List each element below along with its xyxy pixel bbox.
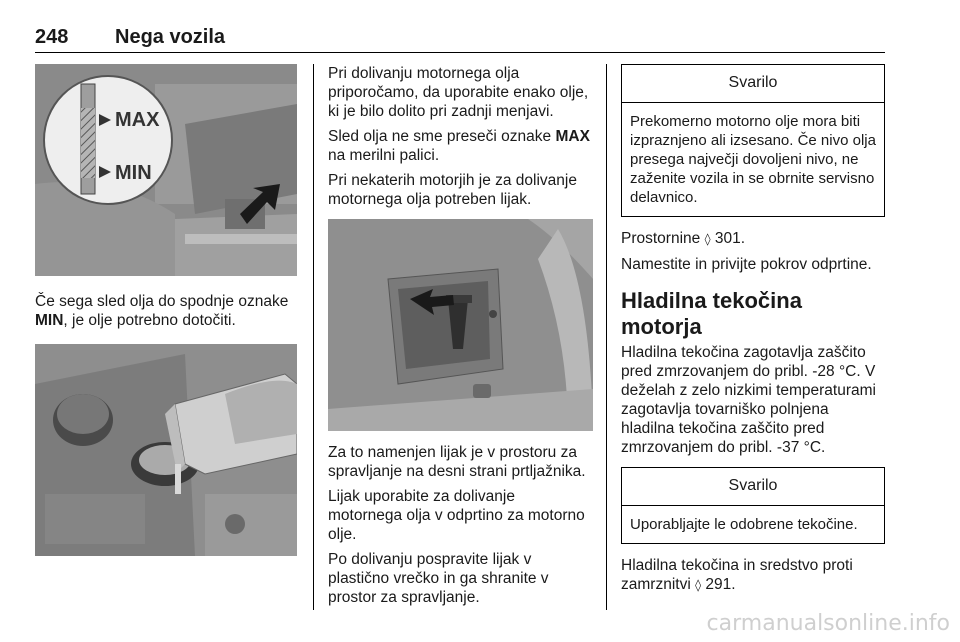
page-number: 248 (35, 26, 69, 48)
paragraph-funnel-needed: Pri nekaterih motorjih je za dolivanje motornega olja potreben lijak. (328, 172, 577, 208)
engine-bay-drawing (35, 64, 297, 276)
warning-title: Svarilo (622, 468, 884, 506)
paragraph-store-funnel: Po dolivanju pospravite lijak v plastično vrečko in ga shranite v prostor za spravljanje. (328, 551, 549, 606)
trunk-storage-drawing (328, 219, 593, 431)
min-mark-label: MIN (115, 162, 152, 184)
paragraph-same-oil: Pri dolivanju motornega olja priporočamo, da uporabite enako olje, ki je bilo dolito pri zadnji menjavi. (328, 65, 589, 120)
paragraph-funnel-location: Za to namenjen lijak je v prostoru za spravljanje na desni strani prtljažnika. (328, 444, 586, 480)
dipstick-illustration (35, 64, 297, 276)
warning-box-overfill (621, 64, 885, 217)
min-instruction: Če sega sled olja do spodnje oznake MIN, je olje potrebno dotočiti. (35, 293, 289, 329)
paragraph-coolant-antifreeze: Hladilna tekočina in sredstvo proti zamrznitvi ◊ 291. (621, 557, 853, 593)
warning-body: Uporabljajte le odobrene tekočine. (630, 516, 858, 533)
paragraph-capacities: Prostornine ◊ 301. (621, 230, 745, 247)
warning-title: Svarilo (622, 65, 884, 103)
trunk-funnel-illustration (328, 219, 593, 431)
oil-pouring-illustration (35, 344, 297, 556)
site-watermark: carmanualsonline.info (706, 611, 950, 636)
column-left (35, 64, 297, 556)
warning-body: Prekomerno motorno olje mora biti izpraznjeno ali izsesano. Če nivo olja presega največji dovoljeni nivo, ne zaženite vozila in se obrnite servisno delavnico. (630, 113, 876, 206)
page-header (35, 26, 885, 53)
paragraph-use-funnel: Lijak uporabite za dolivanje motornega olja v odprtino za motorno olje. (328, 488, 585, 543)
page-ref-icon: ◊ (695, 578, 702, 592)
capacities-page-link[interactable]: 301. (714, 230, 745, 247)
section-heading-coolant: Hladilna tekočina motorja (621, 288, 802, 339)
page-title: Nega vozila (115, 26, 226, 48)
warning-box-approved-fluids (621, 467, 885, 544)
oil-fill-drawing (35, 344, 297, 556)
coolant-page-link[interactable]: 291. (705, 576, 736, 593)
paragraph-replace-cap: Namestite in privijte pokrov odprtine. (621, 256, 872, 273)
paragraph-max-mark: Sled olja ne sme preseči oznake MAX na merilni palici. (328, 128, 590, 164)
max-mark-label: MAX (115, 109, 160, 131)
column-divider-2 (606, 64, 607, 610)
paragraph-coolant-protection: Hladilna tekočina zagotavlja zaščito pred zmrzovanjem do pribl. -28 °C. V deželah z zelo nizkimi temperaturami zagotavlja tovarniško polnjena hladilna tekočina zaščito pred zmrzovanjem do pribl. -37 °C. (621, 344, 876, 456)
column-divider-1 (313, 64, 314, 610)
column-right (621, 64, 885, 601)
column-middle (328, 64, 593, 613)
page-ref-icon: ◊ (704, 232, 711, 246)
